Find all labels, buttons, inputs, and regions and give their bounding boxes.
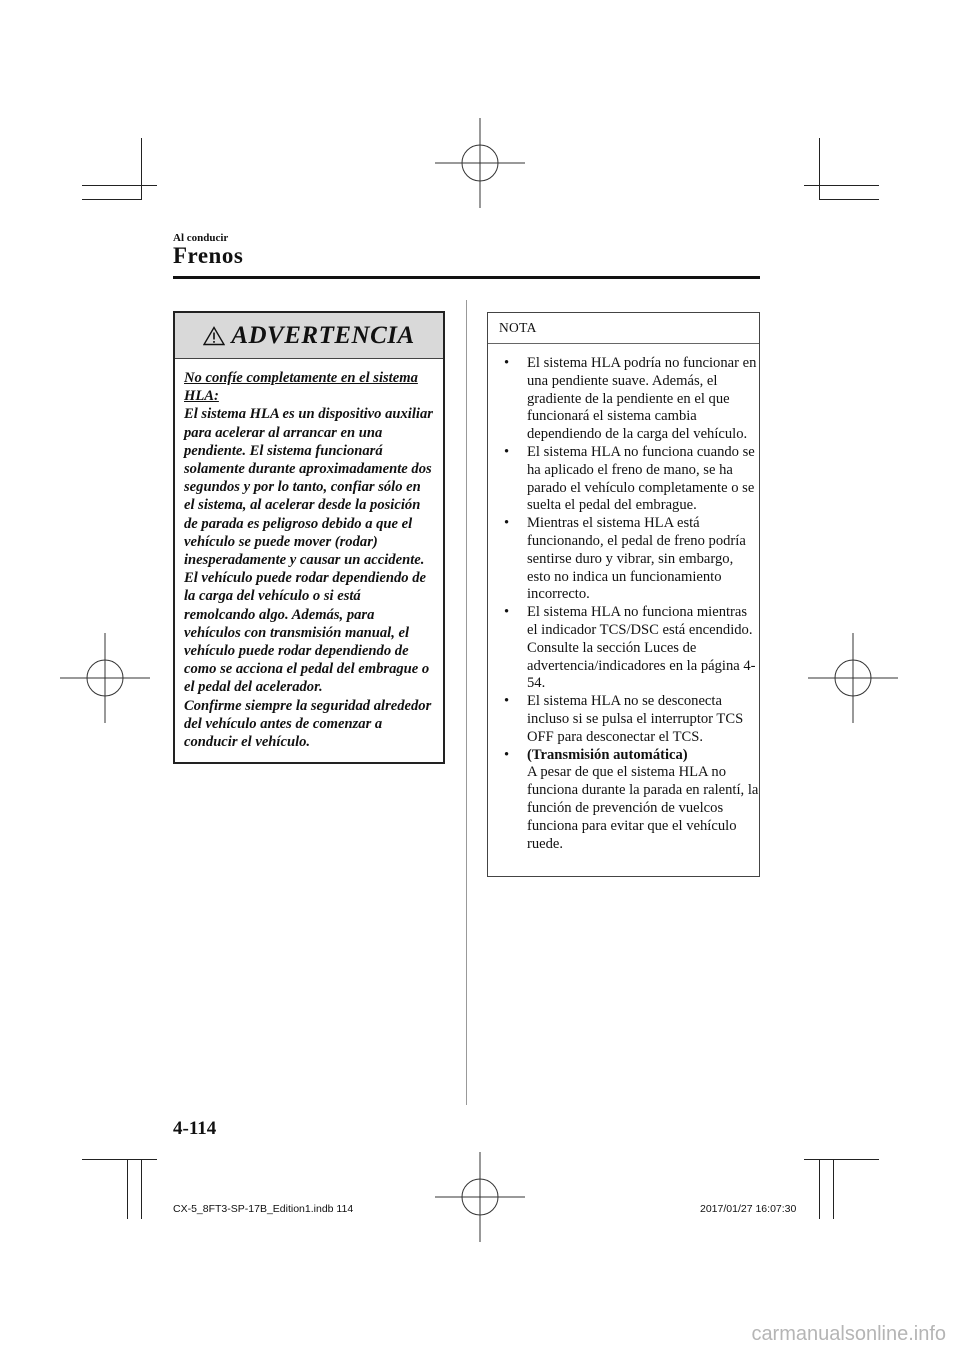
note-item: • El sistema HLA no se desconecta incluso si se pulsa el interruptor TCS OFF para desconectar el TCS. xyxy=(504,693,744,745)
note-item-heading: (Transmisión automática) xyxy=(527,746,688,763)
crop-mark xyxy=(127,1159,128,1219)
warning-title: ADVERTENCIA xyxy=(231,321,415,349)
warning-box xyxy=(173,311,445,764)
section-label: Al conducir xyxy=(173,232,229,244)
note-list xyxy=(488,344,759,853)
column-divider xyxy=(466,300,467,1105)
note-item: • El sistema HLA podría no funcionar en una pendiente suave. Además, el gradiente de la pendiente en el que funcionará el sistema cambia dependiendo de la carga del vehículo. xyxy=(504,355,757,443)
watermark[interactable]: carmanualsonline.info xyxy=(751,1323,946,1345)
note-item: • El sistema HLA no funciona mientras el indicador TCS/DSC está encendido. Consulte la sección Luces de advertencia/indicadores en la página 4-54. xyxy=(502,604,759,693)
crop-mark xyxy=(833,1159,834,1219)
crop-mark xyxy=(819,199,879,200)
warning-header xyxy=(175,313,443,359)
crop-mark xyxy=(804,1159,879,1160)
warning-heading: No confíe completamente en el sistema HLA: xyxy=(184,370,418,405)
crop-mark xyxy=(819,1159,820,1219)
registration-mark-right xyxy=(808,633,898,723)
note-item: • (Transmisión automática) A pesar de que el sistema HLA no funciona durante la parada en ralentí, la función de prevención de vuelcos funciona para evitar que el vehículo ruede. xyxy=(504,746,759,852)
header-rule xyxy=(173,276,760,279)
crop-mark xyxy=(141,138,142,185)
warning-body xyxy=(175,359,443,751)
crop-mark xyxy=(82,1159,157,1160)
registration-mark-top xyxy=(435,118,525,208)
warning-triangle-icon xyxy=(203,326,225,346)
note-item: • El sistema HLA no funciona cuando se ha aplicado el freno de mano, se ha parado el vehículo completamente o se suelta el pedal del embrague. xyxy=(504,443,755,514)
registration-mark-left xyxy=(60,633,150,723)
crop-mark xyxy=(819,185,820,199)
crop-mark xyxy=(804,185,879,186)
file-info: CX-5_8FT3-SP-17B_Edition1.indb 114 xyxy=(173,1203,354,1215)
crop-mark xyxy=(141,1159,142,1219)
note-item: • Mientras el sistema HLA está funcionando, el pedal de freno podría sentirse duro y vibrar, sin embargo, esto no indica un funcionamiento incorrecto. xyxy=(504,515,746,603)
note-box xyxy=(487,312,760,877)
warning-paragraph: El vehículo puede rodar dependiendo de la carga del vehículo o si está remolcando algo. Además, para vehículos con transmisión manual, el vehículo puede rodar dependiendo de como se acciona el pedal del embrague o el pedal del acelerador. xyxy=(184,570,430,696)
crop-mark xyxy=(82,199,142,200)
page-number: 4-114 xyxy=(173,1118,217,1139)
registration-mark-bottom xyxy=(435,1152,525,1242)
crop-mark xyxy=(141,185,142,199)
note-title: NOTA xyxy=(488,313,759,344)
crop-mark xyxy=(82,185,157,186)
warning-paragraph: Confirme siempre la seguridad alrededor del vehículo antes de comenzar a conducir el vehículo. xyxy=(184,697,432,751)
warning-paragraph: El sistema HLA es un dispositivo auxiliar para acelerar al arrancar en una pendiente. El sistema funcionará solamente durante aproximadamente dos segundos y por lo tanto, confiar sólo en el sistema, al acelerar desde la posición de parada es peligroso debido a que el vehículo se puede mover (rodar) inesperadamente y causar un accidente. xyxy=(184,406,433,569)
chapter-title: Frenos xyxy=(173,243,244,268)
crop-mark xyxy=(819,138,820,185)
print-timestamp: 2017/01/27 16:07:30 xyxy=(700,1203,797,1215)
note-reference: Consulte la sección Luces de advertencia/indicadores en la página 4-54. xyxy=(527,639,756,692)
